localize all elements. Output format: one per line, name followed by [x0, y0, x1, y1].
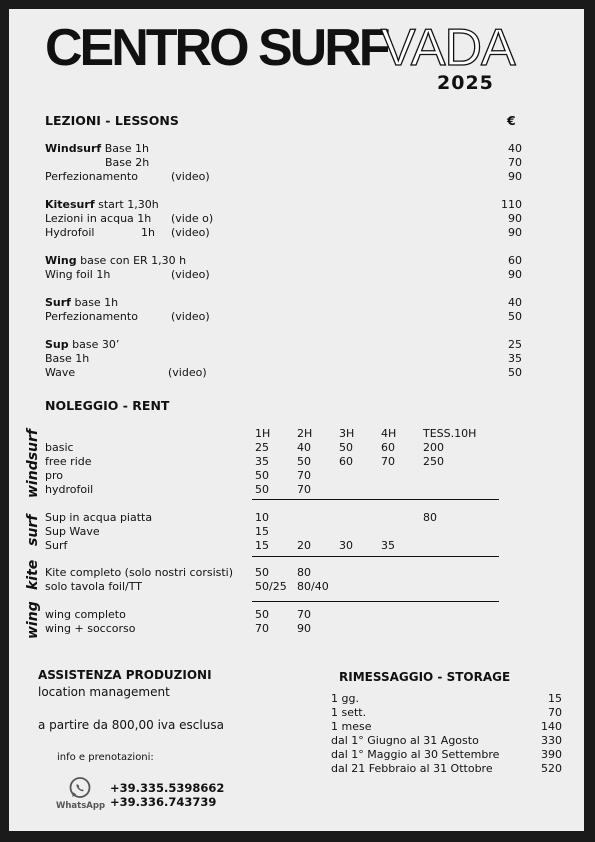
rent-price: 50	[339, 441, 353, 454]
phone-number[interactable]: +39.335.5398662	[110, 781, 225, 795]
lesson-row	[45, 142, 149, 156]
lesson-detail: Hydrofoil	[45, 226, 95, 239]
rent-item: basic	[45, 441, 74, 454]
storage-item: dal 1° Maggio al 30 Settembre	[331, 748, 500, 761]
rent-price: 35	[255, 455, 269, 468]
section-divider	[252, 499, 499, 500]
lesson-price: 50	[508, 310, 522, 323]
lesson-note: (video)	[171, 268, 210, 281]
rent-price: 30	[339, 539, 353, 552]
lesson-name: Wing	[45, 254, 77, 267]
lesson-detail: Lezioni in acqua 1h	[45, 212, 152, 225]
rent-price: 40	[297, 441, 311, 454]
price-sheet	[9, 9, 584, 831]
lesson-detail: base con ER 1,30 h	[76, 254, 187, 267]
storage-price: 520	[541, 762, 562, 775]
rent-price: 70	[255, 622, 269, 635]
rent-item: pro	[45, 469, 63, 482]
storage-price: 140	[541, 720, 562, 733]
rent-price: 50/25	[255, 580, 287, 593]
rent-price: 50	[255, 469, 269, 482]
storage-item: dal 1° Giugno al 31 Agosto	[331, 734, 479, 747]
rent-price: 80	[297, 566, 311, 579]
lesson-note: (video)	[171, 170, 210, 183]
year-label: 2025	[437, 72, 494, 94]
lesson-price: 40	[508, 296, 522, 309]
lesson-detail: base 1h	[70, 296, 119, 309]
rent-price: 80	[423, 511, 437, 524]
lesson-detail: Base 2h	[105, 156, 150, 169]
lesson-note: (video)	[171, 310, 210, 323]
rent-price: 60	[339, 455, 353, 468]
lesson-detail: base 30’	[68, 338, 120, 351]
lesson-name: Windsurf	[45, 142, 102, 155]
lesson-price: 90	[508, 226, 522, 239]
lesson-row	[45, 338, 119, 352]
lesson-note: (video)	[171, 226, 210, 239]
storage-price: 70	[548, 706, 562, 719]
lesson-duration: 1h	[141, 226, 155, 239]
rent-price: 70	[297, 608, 311, 621]
lesson-price: 90	[508, 212, 522, 225]
rent-price: 250	[423, 455, 444, 468]
assistance-heading: ASSISTENZA PRODUZIONI	[38, 668, 212, 682]
storage-item: 1 sett.	[331, 706, 367, 719]
lessons-heading: LEZIONI - LESSONS	[45, 113, 179, 128]
lesson-name: Surf	[45, 296, 71, 309]
rent-col-header: 2H	[297, 427, 313, 440]
section-label-windsurf: windsurf	[25, 428, 41, 498]
rent-price: 60	[381, 441, 395, 454]
lesson-note: (vide o)	[171, 212, 214, 225]
storage-item: dal 21 Febbraio al 31 Ottobre	[331, 762, 493, 775]
lesson-detail: Perfezionamento	[45, 310, 138, 323]
rent-heading: NOLEGGIO - RENT	[45, 398, 170, 413]
section-divider	[252, 556, 499, 557]
section-label-kite: kite	[25, 559, 41, 590]
lesson-price: 90	[508, 268, 522, 281]
storage-price: 390	[541, 748, 562, 761]
section-divider	[252, 601, 499, 602]
assistance-line: a partire da 800,00 iva esclusa	[38, 718, 224, 732]
rent-price: 80/40	[297, 580, 329, 593]
rent-item: solo tavola foil/TT	[45, 580, 142, 593]
rent-price: 70	[297, 483, 311, 496]
rent-price: 15	[255, 539, 269, 552]
lesson-row	[45, 296, 118, 310]
assistance-line: location management	[38, 685, 170, 699]
section-label-surf: surf	[25, 514, 41, 546]
storage-price: 330	[541, 734, 562, 747]
rent-item: Kite completo (solo nostri corsisti)	[45, 566, 234, 579]
rent-price: 50	[297, 455, 311, 468]
rent-price: 70	[297, 469, 311, 482]
lesson-price: 60	[508, 254, 522, 267]
lesson-price: 25	[508, 338, 522, 351]
storage-heading: RIMESSAGGIO - STORAGE	[339, 670, 511, 684]
rent-item: Sup Wave	[45, 525, 100, 538]
rent-price: 200	[423, 441, 444, 454]
rent-item: Surf	[45, 539, 68, 552]
whatsapp-label: WhatsApp	[56, 801, 106, 811]
rent-item: wing + soccorso	[45, 622, 136, 635]
rent-price: 70	[381, 455, 395, 468]
rent-item: free ride	[45, 455, 92, 468]
rent-col-header: 3H	[339, 427, 355, 440]
lesson-detail: Base 1h	[101, 142, 149, 155]
title-outline: VADA	[381, 19, 515, 77]
storage-item: 1 gg.	[331, 692, 359, 705]
lesson-name: Sup	[45, 338, 69, 351]
storage-item: 1 mese	[331, 720, 372, 733]
lesson-price: 110	[501, 198, 522, 211]
rent-price: 50	[255, 608, 269, 621]
lesson-detail: Base 1h	[45, 352, 90, 365]
rent-price: 90	[297, 622, 311, 635]
lesson-price: 40	[508, 142, 522, 155]
lesson-row	[45, 254, 186, 268]
lesson-detail: Perfezionamento	[45, 170, 138, 183]
main-title: CENTRO SURF	[45, 19, 388, 77]
rent-col-header: TESS.10H	[423, 427, 477, 440]
lesson-price: 35	[508, 352, 522, 365]
lesson-name: Kitesurf	[45, 198, 95, 211]
rent-col-header: 1H	[255, 427, 271, 440]
lesson-price: 90	[508, 170, 522, 183]
phone-number[interactable]: +39.336.743739	[110, 795, 217, 809]
rent-price: 25	[255, 441, 269, 454]
rent-price: 20	[297, 539, 311, 552]
lesson-detail: Wing foil 1h	[45, 268, 111, 281]
lesson-price: 70	[508, 156, 522, 169]
lesson-price: 50	[508, 366, 522, 379]
rent-item: hydrofoil	[45, 483, 94, 496]
rent-item: Sup in acqua piatta	[45, 511, 153, 524]
rent-price: 15	[255, 525, 269, 538]
rent-price: 50	[255, 483, 269, 496]
section-label-wing: wing	[25, 601, 41, 639]
storage-price: 15	[548, 692, 562, 705]
lesson-detail: start 1,30h	[94, 198, 159, 211]
currency-symbol: €	[507, 113, 516, 128]
rent-price: 35	[381, 539, 395, 552]
rent-col-header: 4H	[381, 427, 397, 440]
rent-price: 50	[255, 566, 269, 579]
lesson-detail: Wave	[45, 366, 76, 379]
lesson-note: (video)	[168, 366, 207, 379]
rent-item: wing completo	[45, 608, 126, 621]
info-label: info e prenotazioni:	[57, 752, 154, 763]
lesson-row	[45, 198, 159, 212]
whatsapp-icon	[68, 776, 92, 800]
rent-price: 10	[255, 511, 269, 524]
